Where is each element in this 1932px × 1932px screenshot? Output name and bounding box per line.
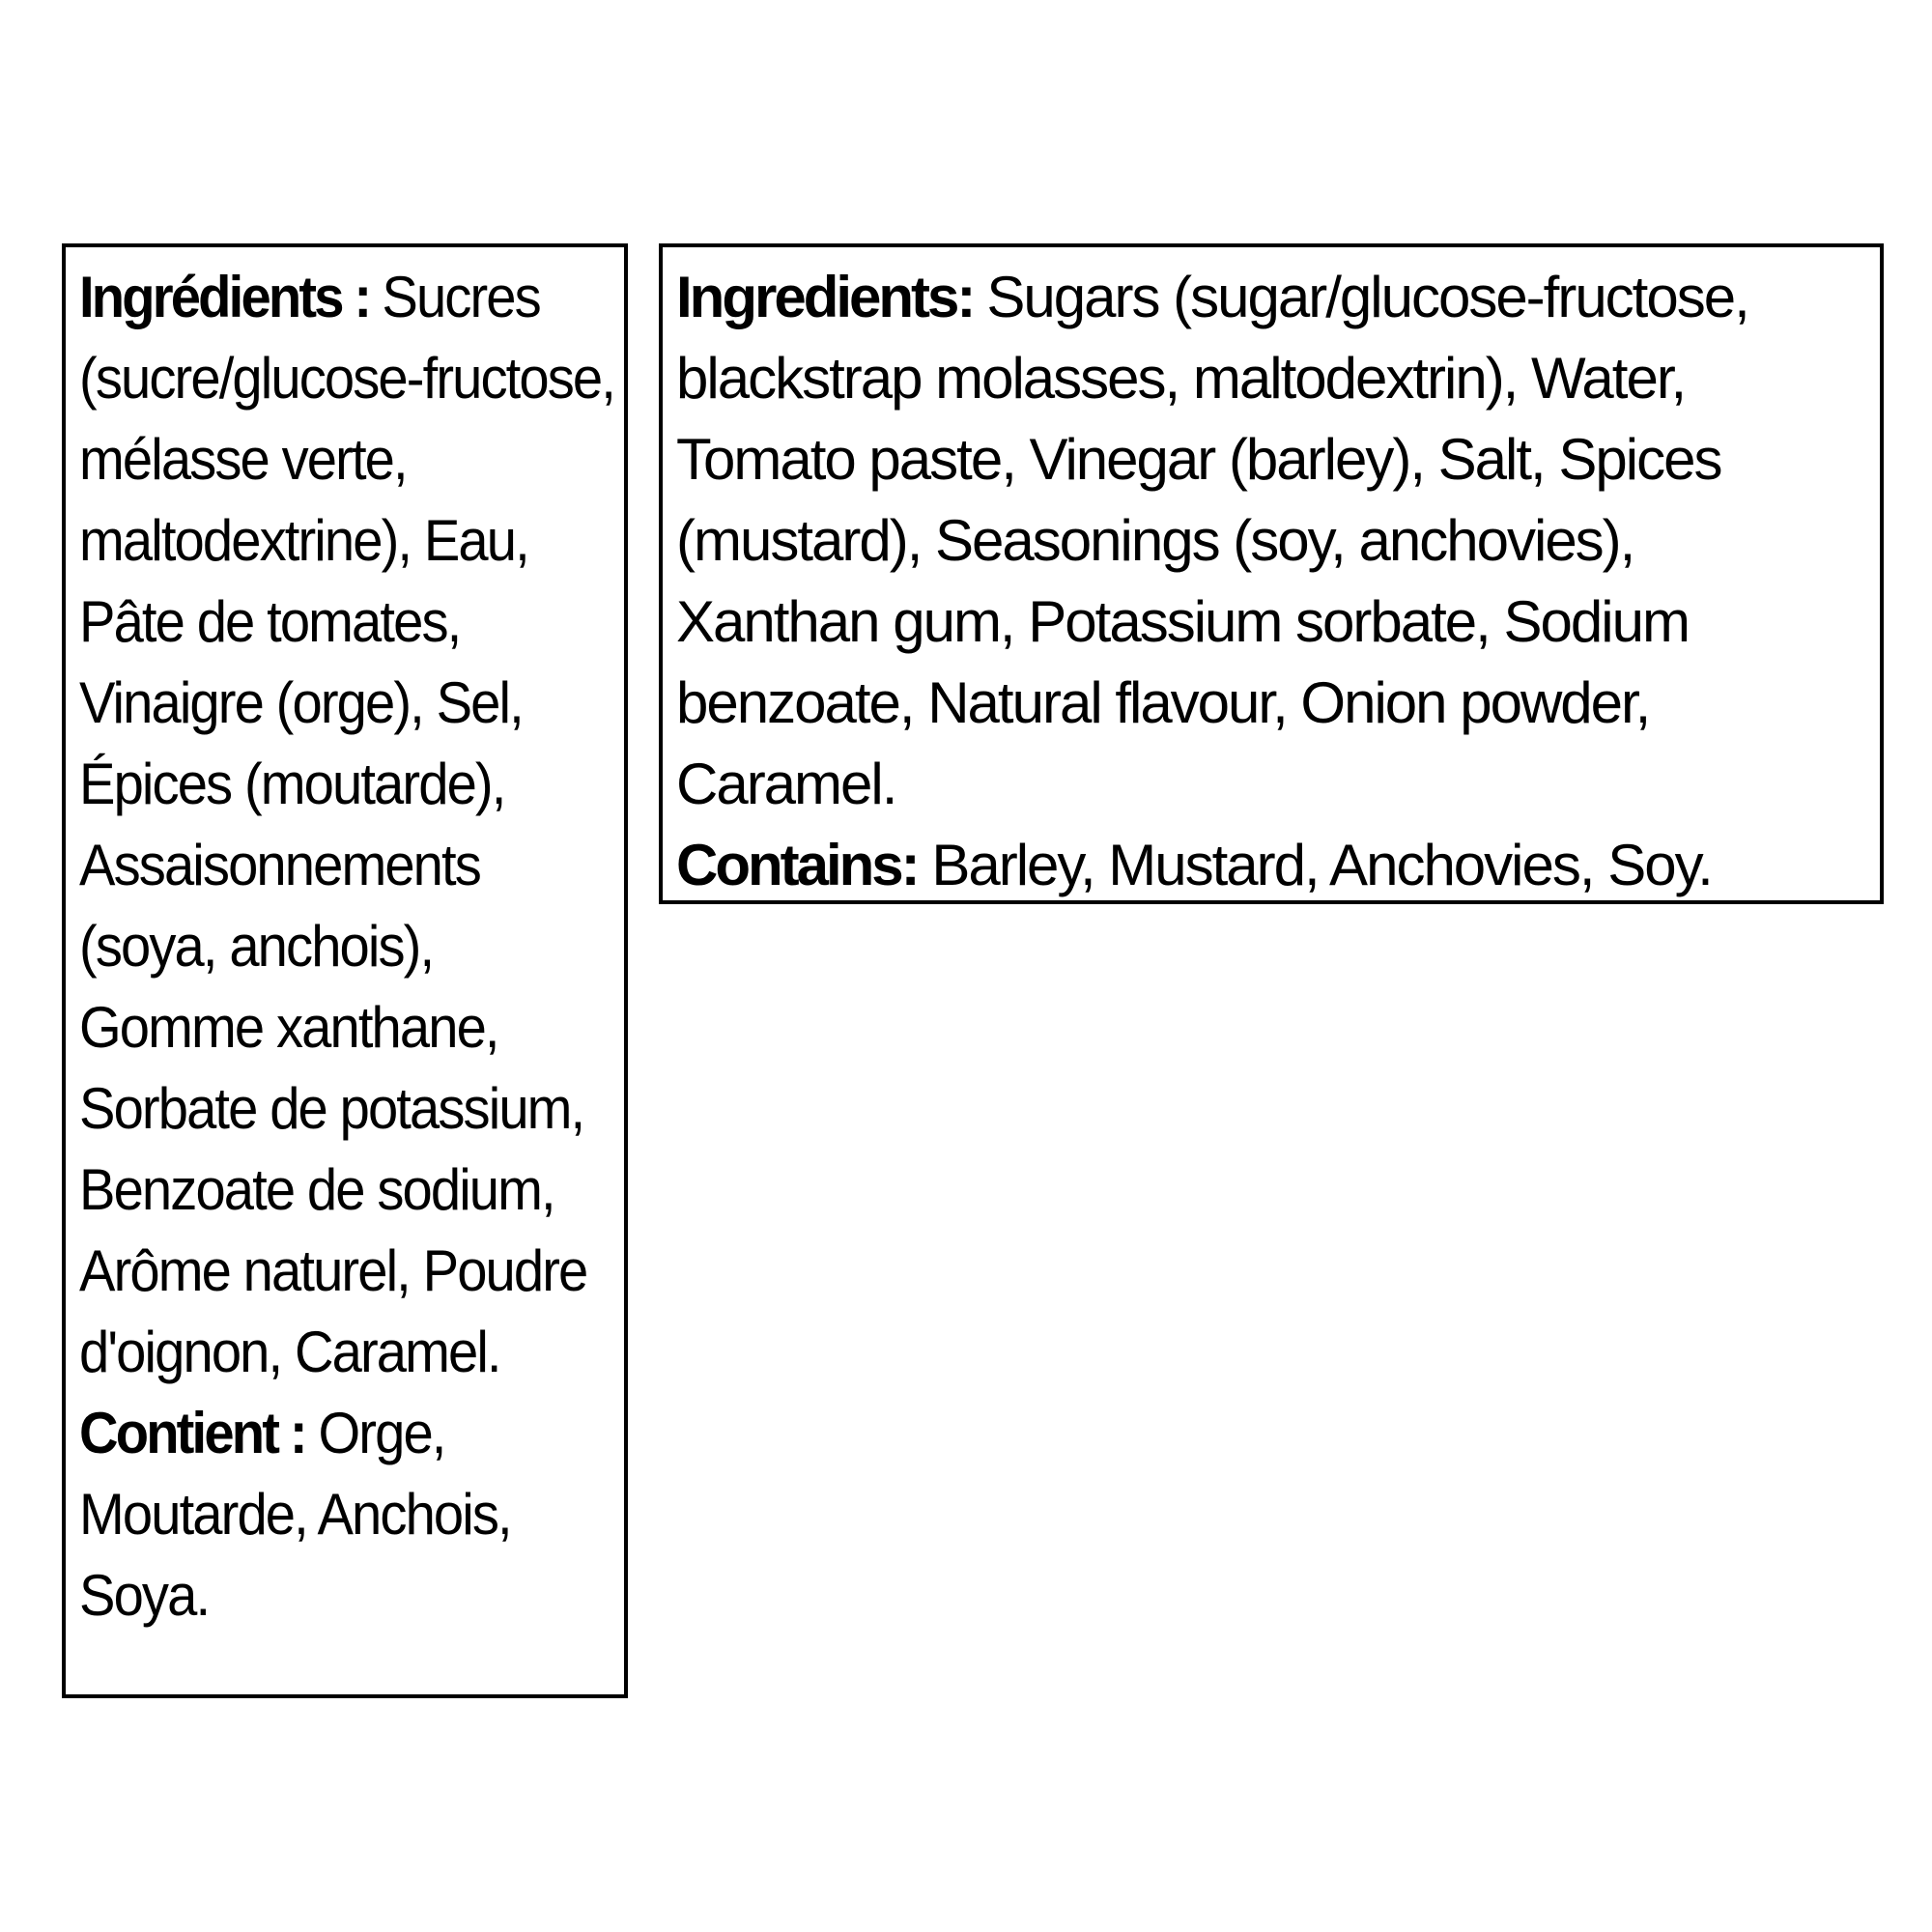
french-ingredients-line-text: Sucres — [382, 265, 540, 329]
english-ingredients-panel — [659, 243, 1884, 904]
french-ingredients-line: (sucre/glucose-fructose, — [79, 346, 615, 411]
english-ingredients-text — [676, 257, 1880, 906]
french-ingredients-line: d'oignon, Caramel. — [79, 1320, 500, 1384]
english-allergen-line — [676, 825, 1880, 906]
french-ingredients-line: Vinaigre (orge), Sel, — [79, 670, 523, 735]
french-allergen-line: Soya. — [79, 1563, 210, 1628]
french-ingredients-line: Gomme xanthane, — [79, 995, 498, 1060]
french-ingredients-line: Sorbate de potassium, — [79, 1076, 584, 1141]
french-ingredients-line: Arôme naturel, Poudre — [79, 1238, 587, 1303]
english-ingredients-line — [676, 257, 1880, 338]
french-ingredients-line: mélasse verte, — [79, 427, 407, 492]
english-allergen-heading: Contains: — [676, 833, 918, 897]
french-allergen-line: Moutarde, Anchois, — [79, 1482, 511, 1547]
french-allergen-line-text: Orge, — [318, 1401, 445, 1465]
french-ingredients-line: Assaisonnements — [79, 833, 480, 897]
french-ingredients-heading: Ingrédients : — [79, 265, 370, 329]
french-ingredients-line — [79, 257, 589, 338]
french-ingredients-line: maltodextrine), Eau, — [79, 508, 528, 573]
english-allergen-text: Barley, Mustard, Anchovies, Soy. — [931, 833, 1712, 897]
french-ingredients-line: Pâte de tomates, — [79, 589, 461, 654]
french-allergen-heading: Contient : — [79, 1401, 305, 1465]
french-allergen-line — [79, 1393, 589, 1474]
english-ingredients-line-text: Sugars (sugar/glucose-fructose, — [986, 265, 1748, 329]
french-ingredients-panel — [62, 243, 628, 1698]
english-ingredients-line: Tomato paste, Vinegar (barley), Salt, Spices — [676, 427, 1721, 492]
english-ingredients-line: (mustard), Seasonings (soy, anchovies), — [676, 508, 1634, 573]
french-ingredients-text — [79, 257, 615, 1636]
english-ingredients-line: Caramel. — [676, 752, 896, 816]
english-ingredients-line: benzoate, Natural flavour, Onion powder, — [676, 670, 1650, 735]
english-ingredients-heading: Ingredients: — [676, 265, 974, 329]
english-ingredients-line: blackstrap molasses, maltodextrin), Water, — [676, 346, 1686, 411]
french-ingredients-line: Épices (moutarde), — [79, 752, 505, 816]
french-ingredients-line: (soya, anchois), — [79, 914, 434, 979]
english-ingredients-line: Xanthan gum, Potassium sorbate, Sodium — [676, 589, 1689, 654]
french-ingredients-line: Benzoate de sodium, — [79, 1157, 554, 1222]
